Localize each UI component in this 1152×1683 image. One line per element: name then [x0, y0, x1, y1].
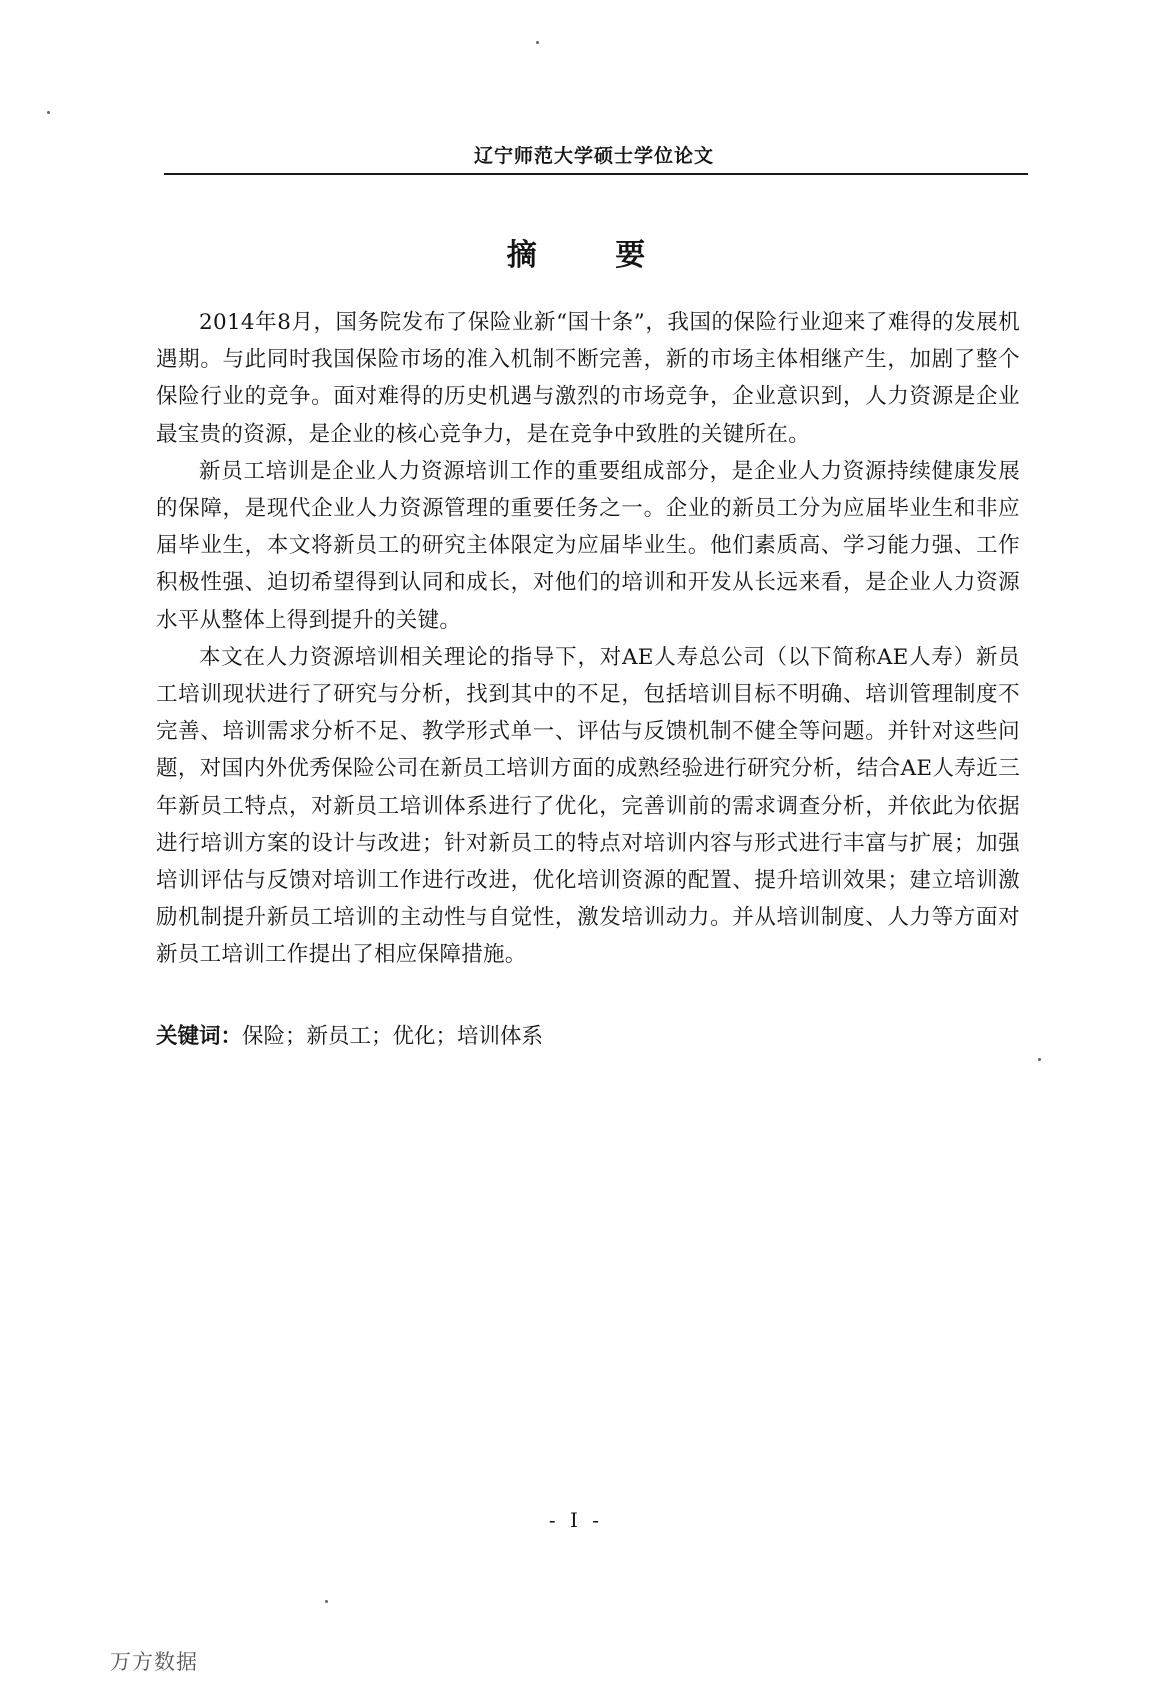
abstract-paragraph-2: 新员工培训是企业人力资源培训工作的重要组成部分，是企业人力资源持续健康发展的保障，是现代企业人力资源管理的重要任务之一。企业的新员工分为应届毕业生和非应届毕业生，本文将新员工的研究主体限定为应届毕业生。他们素质高、学习能力强、工作积极性强、迫切希望得到认同和成长，对他们的培训和开发从长远来看，是企业人力资源水平从整体上得到提升的关键。: [156, 458, 1020, 633]
scan-speck: [47, 111, 50, 114]
abstract-paragraph-1: 2014年8月，国务院发布了保险业新“国十条”，我国的保险行业迎来了难得的发展机遇期。与此同时我国保险市场的准入机制不断完善，新的市场主体相继产生，加剧了整个保险行业的竞争。面对难得的历史机遇与激烈的市场竞争，企业意识到，人力资源是企业最宝贵的资源，是企业的核心竞争力，是在竞争中致胜的关键所在。: [156, 310, 1020, 447]
keywords-line: [156, 1018, 1020, 1055]
abstract-body: [156, 304, 1020, 974]
scan-speck: [325, 1600, 328, 1603]
page-number: - I -: [548, 1508, 604, 1532]
keywords-list: 保险；新员工；优化；培训体系: [242, 1024, 544, 1049]
keywords-label: 关键词：: [156, 1024, 243, 1049]
scan-speck: [1038, 1058, 1041, 1061]
scan-speck: [536, 41, 539, 44]
watermark: 万方数据: [110, 1650, 198, 1674]
abstract-title: 摘 要: [506, 238, 680, 273]
abstract-paragraph-3: 本文在人力资源培训相关理论的指导下，对AE人寿总公司（以下简称AE人寿）新员工培训现状进行了研究与分析，找到其中的不足，包括培训目标不明确、培训管理制度不完善、培训需求分析不足、教学形式单一、评估与反馈机制不健全等问题。并针对这些问题，对国内外优秀保险公司在新员工培训方面的成熟经验进行研究分析，结合AE人寿近三年新员工特点，对新员工培训体系进行了优化，完善训前的需求调查分析，并依此为依据进行培训方案的设计与改进；针对新员工的特点对培训内容与形式进行丰富与扩展；加强培训评估与反馈对培训工作进行改进，优化培训资源的配置、提升培训效果；建立培训激励机制提升新员工培训的主动性与自觉性，激发培训动力。并从培训制度、人力等方面对新员工培训工作提出了相应保障措施。: [156, 644, 1020, 968]
running-header: 辽宁师范大学硕士学位论文: [473, 145, 714, 167]
header-rule: [164, 173, 1028, 175]
